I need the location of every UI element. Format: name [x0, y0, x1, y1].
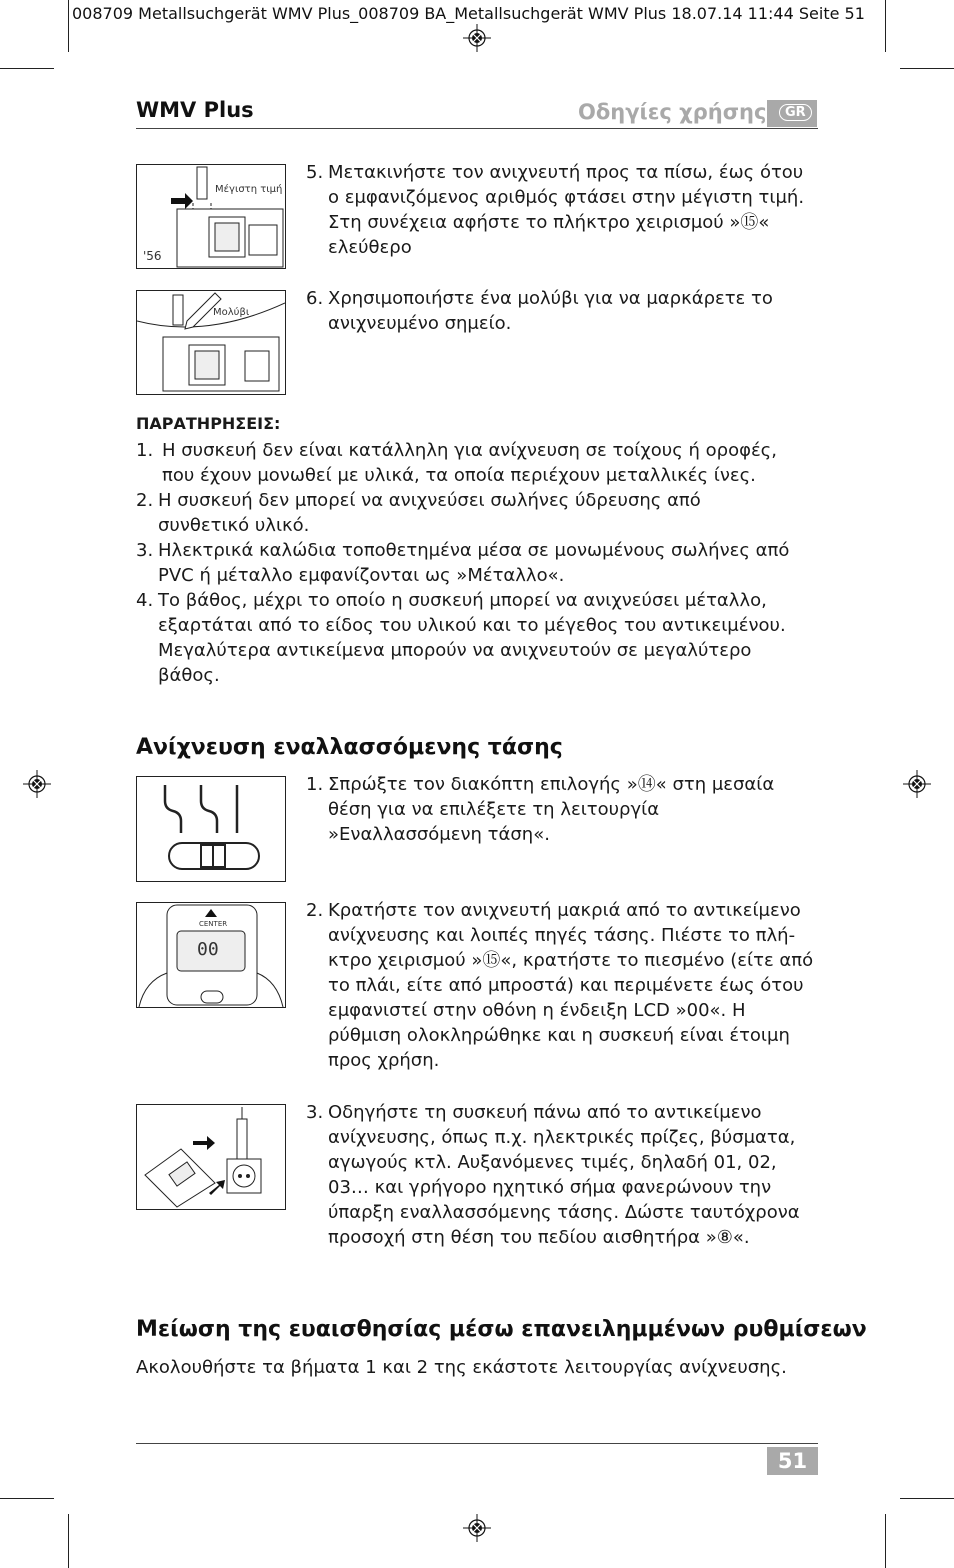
ac-step-3: 3. Οδηγήστε τη συσκευή πάνω από το αντικείμενο ανίχνευσης, όπως π.χ. ηλεκτρικές πρίζες, βύσματα, αγωγούς κτλ. Αυξανόμενες τιμές, δηλαδή 01, 02, 03… και γρήγορο ηχητικό σήμα φανερώνουν την ύπαρξη εναλλασσόμενης τάσης. Δώστε ταυτόχρονα προσοχή στη θέση του πεδίου αισθητήρα »⑧«.	[306, 1102, 800, 1248]
print-slug: 008709 Metallsuchgerät WMV Plus_008709 BA_Metallsuchgerät WMV Plus 18.07.14 11:44 Seite 51	[72, 4, 865, 23]
max-value-label: Μέγιστη τιμή	[215, 184, 283, 195]
crop-mark	[68, 1514, 69, 1568]
lcd-display: 00	[197, 939, 219, 960]
language-badge: GR	[767, 100, 817, 127]
crop-mark	[885, 1514, 886, 1568]
page-number-box	[767, 1447, 818, 1475]
step-5: 5. Μετακινήστε τον ανιχνευτή προς τα πίσω, έως ότου ο εμφανιζόμενος αριθμός φτάσει στην μέγιστη τιμή. Στη συνέχεια αφήστε το πλήκτρο χειρισμού »⑮« ελεύθερο	[306, 162, 805, 258]
notes-list	[136, 438, 836, 688]
figure-socket-scan	[136, 1104, 286, 1210]
crop-mark	[0, 68, 54, 69]
pencil-marking-icon	[137, 291, 285, 394]
notes-title: ΠΑΡΑΤΗΡΗΣΕΙΣ:	[136, 414, 281, 433]
pencil-label: Μολύβι	[213, 307, 250, 318]
figure-mode-switch	[136, 776, 286, 882]
figure-max-value	[136, 164, 286, 269]
reading-label: '56	[143, 249, 162, 263]
crop-mark	[68, 0, 69, 52]
section-title-sensitivity: Μείωση της ευαισθησίας μέσω επανειλημμένων ρυθμίσεων	[136, 1317, 867, 1342]
ac-step-2: 2. Κρατήστε τον ανιχνευτή μακριά από το αντικείμενο ανίχνευσης και λοιπές πηγές τάσης. Πιέστε το πλή- κτρο χειρισμού »⑮«, κρατήστε το πιεσμένο (είτε από το πλάι, είτε από μπροστά) και περιμένετε έως ότου εμφανιστεί στην οθόνη η ένδειξη LCD »00«. Η ρύθμιση ολοκληρώθηκε και η συσκευή είναι έτοιμη προς χρήση.	[306, 900, 814, 1071]
note-item: 1. Η συσκευή δεν είναι κατάλληλη για ανίχνευση σε τοίχους ή οροφές, που έχουν μονωθεί με υλικά, τα οποία περιέχουν μεταλλικές ίνες.	[136, 440, 777, 486]
note-item: 2. Η συσκευή δεν μπορεί να ανιχνεύσει σωλήνες ύδρευσης από συνθετικό υλικό.	[136, 490, 701, 536]
figure-pencil	[136, 290, 286, 395]
registration-mark-icon	[903, 770, 931, 798]
section-title-ac-detection: Ανίχνευση εναλλασσόμενης τάσης	[136, 735, 563, 760]
registration-mark-icon	[463, 24, 491, 52]
crop-mark	[885, 0, 886, 52]
crop-mark	[0, 1498, 54, 1499]
center-label: CENTER	[199, 920, 228, 928]
header-title: WMV Plus	[136, 98, 254, 122]
note-item: 3. Ηλεκτρικά καλώδια τοποθετημένα μέσα σε μονωμένους σωλήνες από PVC ή μέταλλο εμφανίζονται ως »Μέταλλο«.	[136, 540, 790, 586]
sensitivity-text: Ακολουθήστε τα βήματα 1 και 2 της εκάστοτε λειτουργίας ανίχνευσης.	[136, 1357, 787, 1378]
ac-step-1: 1. Σπρώξτε τον διακόπτη επιλογής »⑭« στη μεσαία θέση για να επιλέξετε τη λειτουργία »Εναλλασσόμενη τάση«.	[306, 774, 775, 845]
figure-calibration	[136, 902, 286, 1008]
crop-mark	[900, 68, 954, 69]
header-rule	[136, 128, 818, 129]
socket-scan-icon	[137, 1105, 285, 1209]
ac-waves-switch-icon	[137, 777, 285, 881]
header-subtitle: Οδηγίες χρήσης	[578, 100, 767, 124]
registration-mark-icon	[23, 770, 51, 798]
note-item: 4. Το βάθος, μέχρι το οποίο η συσκευή μπορεί να ανιχνεύσει μέταλλο, εξαρτάται από το είδος του υλικού και το μέγεθος του αντικειμένου. Μεγαλύτερα αντικείμενα μπορούν να ανιχνευτούν σε μεγαλύτερο βάθος.	[136, 590, 786, 686]
registration-mark-icon	[463, 1514, 491, 1542]
step-6: 6. Χρησιμοποιήστε ένα μολύβι για να μαρκάρετε το ανιχνευμένο σημείο.	[306, 288, 773, 334]
footer-rule	[136, 1443, 818, 1444]
page-number: 51	[777, 1449, 808, 1473]
crop-mark	[900, 1498, 954, 1499]
